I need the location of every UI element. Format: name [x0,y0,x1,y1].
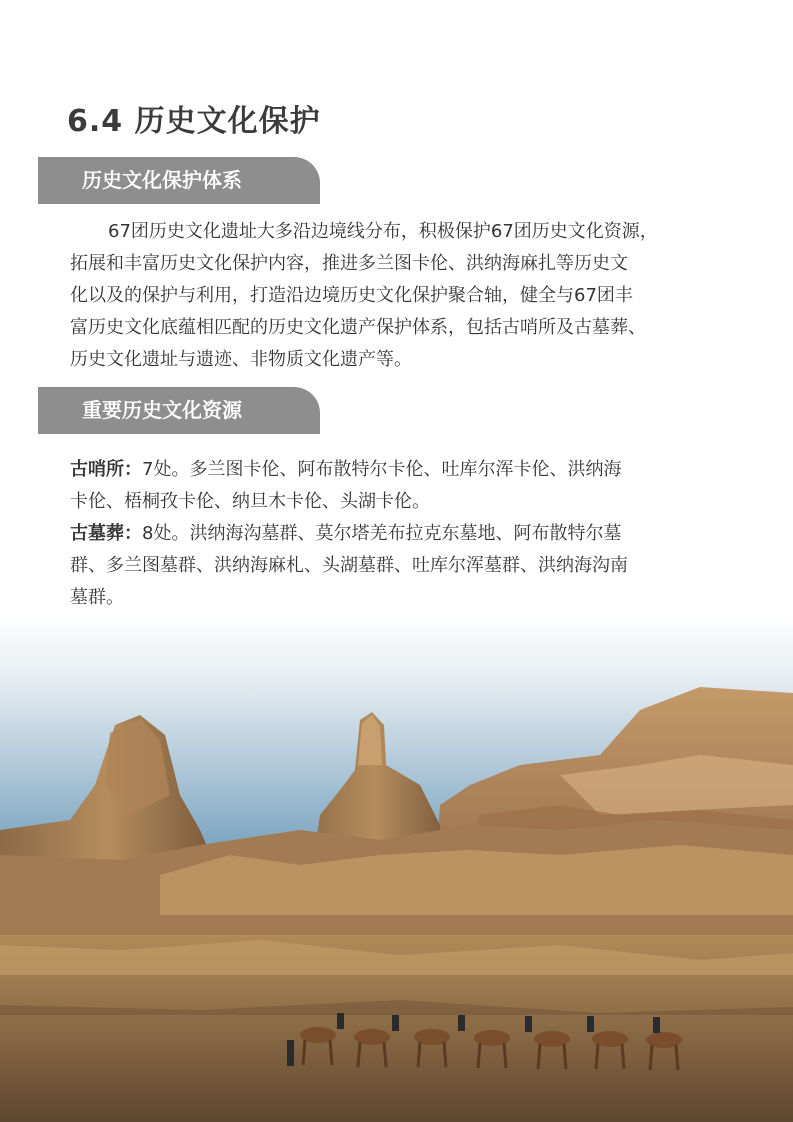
resource-item-sentry-posts [70,454,760,486]
paragraph-line: 历史文化遗址与遗迹、非物质文化遗产等。 [70,349,412,370]
paragraph-line: 化以及的保护与利用，打造沿边境历史文化保护聚合轴，健全与67团丰 [70,285,633,306]
resource-text-line: 卡伦、梧桐孜卡伦、纳旦木卡伦、头湖卡伦。 [70,491,430,512]
key-resources-list [70,454,760,614]
section-tab-key-resources: 重要历史文化资源 [38,387,320,434]
section-tab-protection-system: 历史文化保护体系 [38,157,320,204]
resource-text: 7处。多兰图卡伦、阿布散特尔卡伦、吐库尔浑卡伦、洪纳海 [142,459,622,480]
resource-label: 古哨所： [70,459,142,480]
resource-label: 古墓葬： [70,523,142,544]
protection-system-paragraph [70,216,760,376]
desert-landscape-photo [0,615,793,1122]
resource-text-line: 墓群。 [70,587,124,608]
paragraph-line: 拓展和丰富历史文化保护内容，推进多兰图卡伦、洪纳海麻扎等历史文 [70,253,628,274]
paragraph-line: 67团历史文化遗址大多沿边境线分布，积极保护67团历史文化资源， [108,221,658,242]
resource-item-ancient-tombs [70,518,760,550]
resource-text: 8处。洪纳海沟墓群、莫尔塔羌布拉克东墓地、阿布散特尔墓 [142,523,622,544]
page-title: 6.4 历史文化保护 [67,104,321,139]
resource-text-line: 群、多兰图墓群、洪纳海麻札、头湖墓群、吐库尔浑墓群、洪纳海沟南 [70,555,628,576]
paragraph-line: 富历史文化底蕴相匹配的历史文化遗产保护体系，包括古哨所及古墓葬、 [70,317,646,338]
